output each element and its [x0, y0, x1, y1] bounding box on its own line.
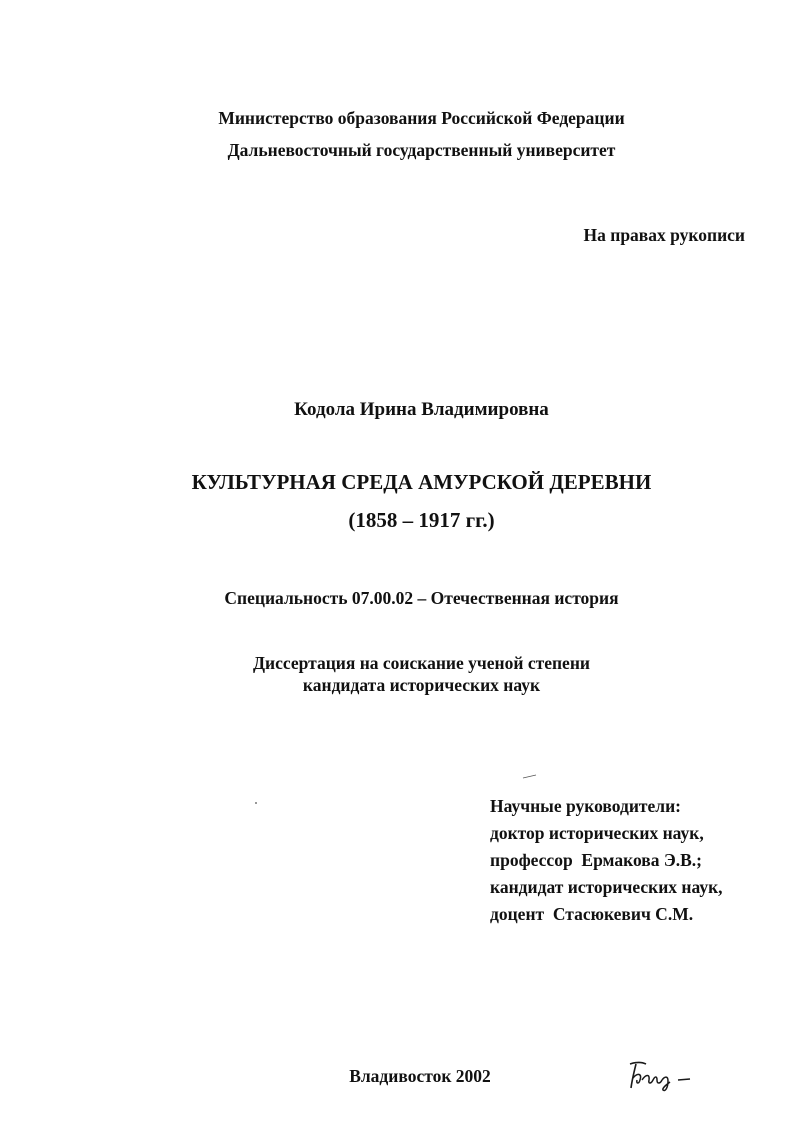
scan-speck	[253, 800, 259, 806]
specialty-line: Специальность 07.00.02 – Отечественная история	[224, 588, 619, 608]
scan-speck	[522, 772, 542, 780]
university-name: Дальневосточный государственный университет	[227, 140, 616, 160]
ministry-name: Министерство образования Российской Федерации	[218, 108, 625, 128]
author-name: Кодола Ирина Владимировна	[294, 399, 549, 420]
advisor-line: профессор Ермакова Э.В.;	[490, 850, 702, 870]
rights-note: На правах рукописи	[583, 225, 745, 245]
handwritten-signature	[622, 1058, 702, 1094]
dissertation-title: КУЛЬТУРНАЯ СРЕДА АМУРСКОЙ ДЕРЕВНИ	[191, 470, 652, 494]
advisor-line: кандидат исторических наук,	[490, 877, 723, 897]
degree-line-1: Диссертация на соискание ученой степени	[253, 653, 590, 673]
advisor-line: доцент Стасюкевич С.М.	[490, 904, 694, 924]
dissertation-years: (1858 – 1917 гг.)	[348, 508, 495, 532]
city-year: Владивосток 2002	[349, 1066, 491, 1086]
degree-line-2: кандидата исторических наук	[302, 675, 541, 695]
advisors-block	[490, 793, 723, 928]
advisor-line: доктор исторических наук,	[490, 823, 704, 843]
advisors-heading: Научные руководители:	[490, 796, 682, 816]
